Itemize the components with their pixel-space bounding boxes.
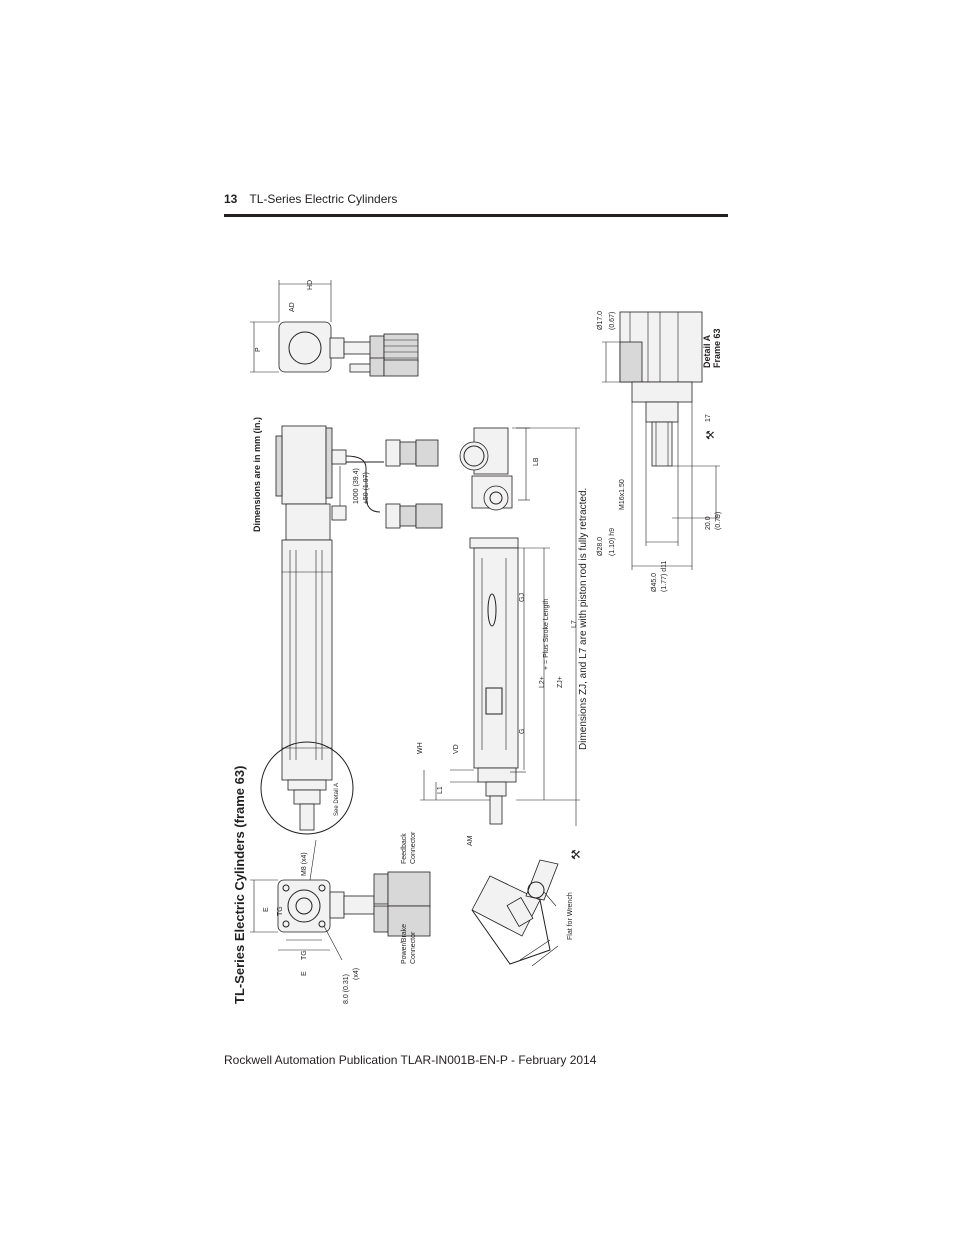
dim-AD: AD xyxy=(289,302,296,312)
wrench-symbol-2: ⚒ xyxy=(705,430,717,440)
detail-label-1: Detail A xyxy=(702,334,712,368)
m8-label: M8 (x4) xyxy=(301,852,308,876)
dim-d28: Ø28.0 xyxy=(597,536,604,556)
units-note: Dimensions are in mm (in.) xyxy=(252,416,262,532)
dim-TG-2: TG xyxy=(301,950,308,960)
dim-L2: L2+ xyxy=(539,676,546,688)
cable-length-1: 1000 (39.4) xyxy=(353,468,360,504)
running-title: TL-Series Electric Cylinders xyxy=(249,192,398,206)
isometric-view xyxy=(472,860,558,966)
feedback-label-2: Connector xyxy=(410,831,417,864)
side-view xyxy=(261,426,442,834)
page-header xyxy=(224,192,397,206)
dim-d20in: (0.79) xyxy=(715,511,722,530)
dim-d17in: (0.67) xyxy=(609,311,616,330)
flat-wrench-label: Flat for Wrench xyxy=(567,892,574,940)
dim-d20: 20.0 xyxy=(705,516,712,530)
feedback-label-1: Feedback xyxy=(401,833,408,864)
dim-GJ: GJ xyxy=(519,593,526,602)
power-label-1: Power/Brake xyxy=(401,923,408,964)
hole-label-2: (x4) xyxy=(353,967,360,980)
dim-wrench-17: 17 xyxy=(705,414,712,422)
dim-P: P xyxy=(255,347,262,352)
top-end-view xyxy=(250,280,418,376)
footer: Rockwell Automation Publication TLAR-IN001B-EN-P - February 2014 xyxy=(224,1053,597,1067)
dim-d45: Ø45.0 xyxy=(651,572,658,592)
dim-VD: VD xyxy=(453,744,460,754)
header-rule xyxy=(224,214,728,217)
detail-label-2: Frame 63 xyxy=(712,328,722,368)
dim-d45in: (1.77) d11 xyxy=(661,560,668,592)
dimension-drawing xyxy=(220,260,740,1040)
dim-L7: L7 xyxy=(571,620,578,628)
dim-m16: M16x1.50 xyxy=(619,479,626,510)
cable-length-2: ±50 (1.97) xyxy=(363,472,370,504)
dim-d17: Ø17.0 xyxy=(597,310,604,330)
dim-E-1: E xyxy=(263,907,270,912)
dim-LB: LB xyxy=(533,457,540,466)
hole-label-1: 8.0 (0.31) xyxy=(343,974,350,1004)
dim-WH: WH xyxy=(417,742,424,754)
top-view xyxy=(420,428,580,826)
dim-d28in: (1.10) h9 xyxy=(609,527,616,556)
stroke-note: + = Plus Stroke Length xyxy=(543,598,550,670)
dim-HD: HD xyxy=(307,279,314,290)
see-detail-label: See Detail A xyxy=(334,782,340,816)
page-number: 13 xyxy=(224,192,238,206)
dim-TG-1: TG xyxy=(277,906,284,916)
wrench-symbol-1: ⚒ xyxy=(569,849,583,860)
dim-ZJ: ZJ+ xyxy=(557,676,564,688)
dim-L1: L1 xyxy=(437,786,444,794)
dim-AM: AM xyxy=(467,835,474,846)
power-label-2: Connector xyxy=(410,931,417,964)
dim-E-2: E xyxy=(301,971,308,976)
retract-note: Dimensions ZJ, and L7 are with piston rod is fully retracted. xyxy=(578,487,589,750)
dim-G: G xyxy=(519,728,526,734)
section-title: TL-Series Electric Cylinders (frame 63) xyxy=(232,765,247,1004)
